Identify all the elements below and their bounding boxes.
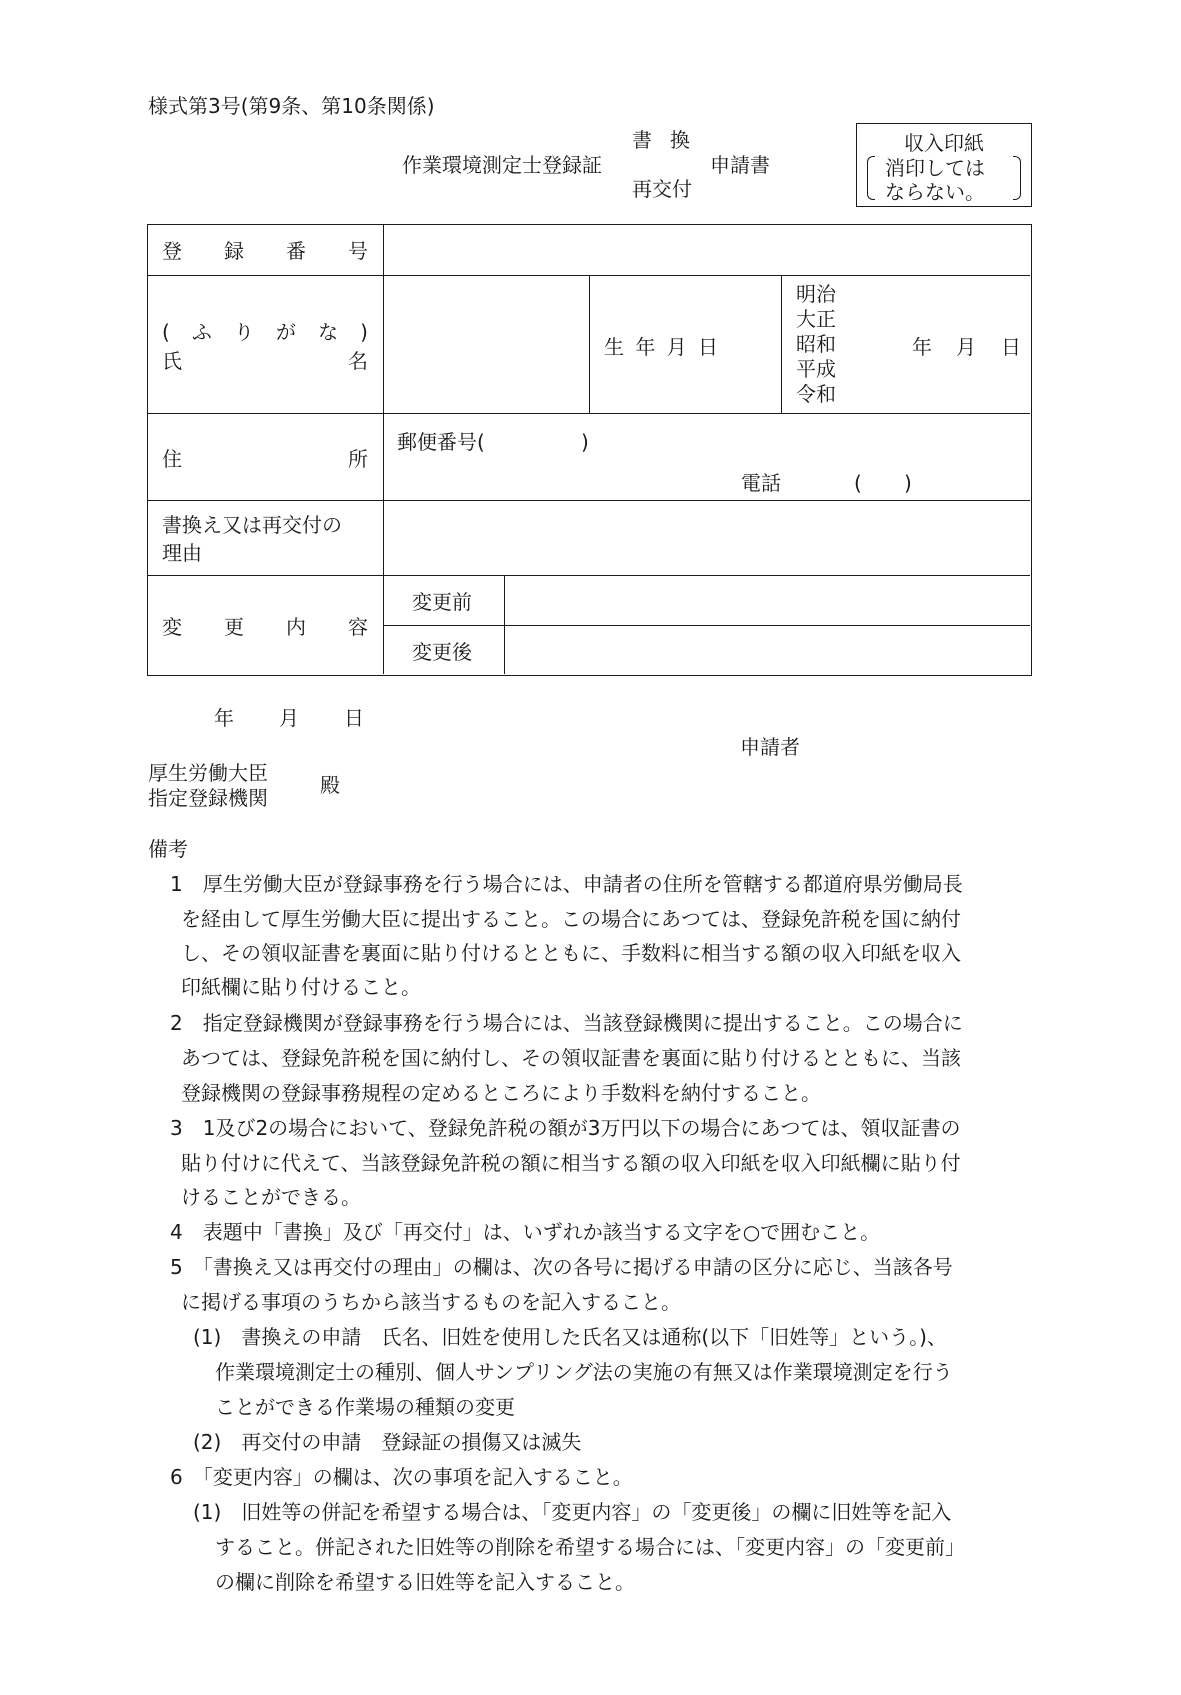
title-option-reissue: 再交付 (632, 177, 692, 201)
remark-line: 登録機関の登録事務規程の定めるところにより手数料を納付すること。 (181, 1081, 821, 1105)
dob-day-label: 日 (1001, 335, 1021, 359)
remark-line: 2 指定登録機関が登録事務を行う場合には、当該登録機関に提出すること。この場合に (170, 1011, 963, 1035)
postal-code-label: 郵便番号( (397, 430, 485, 454)
remark-line: (1) 旧姓等の併記を希望する場合は、「変更内容」の「変更後」の欄に旧姓等を記入 (193, 1500, 952, 1524)
remark-line: の欄に削除を希望する旧姓等を記入すること。 (215, 1570, 635, 1594)
date-of-birth-label: 生 年 月 日 (604, 335, 718, 359)
phone-label: 電話 (741, 471, 781, 495)
address-label: 住 所 (162, 447, 368, 471)
remark-line: ことができる作業場の種類の変更 (215, 1395, 515, 1419)
reason-label-line1: 書換え又は再交付の (162, 513, 342, 537)
remark-line: 3 1及び2の場合において、登録免許税の額が3万円以下の場合にあつては、領収証書の (170, 1116, 961, 1140)
furigana-label: ( ふ り が な ) (162, 320, 368, 344)
revenue-stamp-box (856, 123, 1032, 207)
title-option-rewrite: 書換 (632, 128, 708, 152)
reason-label-line2: 理由 (162, 541, 202, 565)
era-meiji: 明治 (796, 282, 836, 306)
remark-line: (1) 書換えの申請 氏名、旧姓を使用した氏名又は通称(以下「旧姓等」という。)、 (193, 1325, 947, 1349)
after-change-label: 変更後 (412, 640, 472, 664)
remark-line: 貼り付けに代えて、当該登録免許税の額に相当する額の収入印紙を収入印紙欄に貼り付 (181, 1151, 961, 1175)
remarks-heading: 備考 (148, 837, 188, 861)
era-reiwa: 令和 (796, 382, 836, 406)
addressee-designated-body: 指定登録機関 (148, 786, 268, 810)
remark-line: 1 厚生労働大臣が登録事務を行う場合には、申請者の住所を管轄する都道府県労働局長 (170, 872, 963, 896)
remark-line: 6 「変更内容」の欄は、次の事項を記入すること。 (170, 1465, 633, 1489)
remark-line: を経由して厚生労働大臣に提出すること。この場合にあつては、登録免許税を国に納付 (181, 907, 961, 931)
form-reference: 様式第3号(第9条、第10条関係) (148, 94, 435, 118)
remark-line: (2) 再交付の申請 登録証の損傷又は滅失 (193, 1430, 582, 1454)
footer-day-label: 日 (344, 706, 364, 730)
change-details-label: 変 更 内 容 (162, 615, 368, 639)
era-showa: 昭和 (796, 332, 836, 356)
remark-line: あつては、登録免許税を国に納付し、その領収証書を裏面に貼り付けるとともに、当該 (181, 1046, 961, 1070)
stamp-note-1: 消印しては (885, 156, 985, 180)
honorific-dono: 殿 (320, 773, 340, 797)
remark-line: に掲げる事項のうちから該当するものを記入すること。 (181, 1290, 681, 1314)
title-main: 作業環境測定士登録証 (402, 153, 602, 177)
remark-line: すること。併記された旧姓等の削除を希望する場合には、「変更内容」の「変更前」 (215, 1535, 965, 1559)
stamp-label: 収入印紙 (904, 131, 984, 155)
footer-month-label: 月 (279, 706, 299, 730)
remark-line: 5 「書換え又は再交付の理由」の欄は、次の各号に掲げる申請の区分に応じ、当該各号 (170, 1255, 953, 1279)
era-heisei: 平成 (796, 357, 836, 381)
remark-line: し、その領収証書を裏面に貼り付けるとともに、手数料に相当する額の収入印紙を収入 (181, 941, 961, 965)
dob-month-label: 月 (956, 335, 976, 359)
footer-year-label: 年 (214, 706, 234, 730)
name-field[interactable] (385, 277, 587, 411)
phone-paren-open: ( (854, 471, 862, 495)
before-change-label: 変更前 (412, 590, 472, 614)
remark-line: 印紙欄に貼り付けること。 (181, 975, 421, 999)
registration-number-label: 登 録 番 号 (162, 239, 368, 263)
name-label: 氏 名 (162, 349, 368, 373)
postal-code-close: ) (581, 430, 589, 454)
application-table (147, 224, 1032, 676)
applicant-label: 申請者 (740, 735, 800, 759)
remark-line: 4 表題中「書換」及び「再交付」は、いずれか該当する文字を○で囲むこと。 (170, 1220, 881, 1244)
remark-line: 作業環境測定士の種別、個人サンプリング法の実施の有無又は作業環境測定を行う (215, 1360, 953, 1384)
addressee-minister: 厚生労働大臣 (148, 761, 268, 785)
stamp-note-2: ならない。 (885, 180, 985, 204)
bracket-left (867, 156, 875, 200)
title-suffix: 申請書 (710, 153, 770, 177)
before-change-field[interactable] (506, 577, 1028, 623)
remark-line: けることができる。 (181, 1185, 361, 1209)
reason-field[interactable] (385, 502, 1028, 573)
era-taisho: 大正 (796, 307, 836, 331)
bracket-right (1013, 156, 1021, 200)
registration-number-field[interactable] (385, 227, 1028, 273)
after-change-field[interactable] (506, 627, 1028, 672)
dob-year-label: 年 (912, 335, 932, 359)
phone-paren-close: ) (904, 471, 912, 495)
